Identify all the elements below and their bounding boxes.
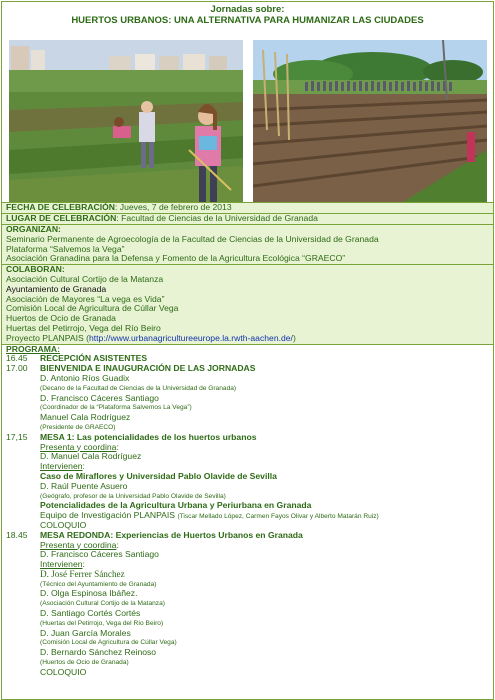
photo-children-garden xyxy=(9,40,243,202)
lugar-value: : Facultad de Ciencias de la Universidad de Granada xyxy=(116,213,318,223)
row-time: 18.45 xyxy=(6,529,28,540)
event-info xyxy=(2,202,493,678)
proyecto-line xyxy=(6,334,489,344)
speaker xyxy=(6,413,489,423)
speaker-role-text: (Asociación Cultural Cortijo de la Matanza) xyxy=(40,600,165,608)
proyecto-suffix: ) xyxy=(292,332,296,343)
colaboran-item: Huertas del Petirrojo, Vega del Río Beiro xyxy=(6,322,161,333)
row-title: MESA REDONDA: Experiencias de Huertos Urbanos en Granada xyxy=(40,529,303,540)
talk-title-text: Potencialidades de la Agricultura Urbana y Periurbana en Granada xyxy=(40,500,312,511)
coloquio xyxy=(6,668,489,678)
speaker-name: D. José Ferrer Sánchez xyxy=(40,568,125,579)
intervienen-label: Intervienen xyxy=(40,559,83,570)
speaker xyxy=(6,609,489,619)
fecha-value: : Jueves, 7 de febrero de 2013 xyxy=(115,202,232,212)
speaker-name: D. Francisco Cáceres Santiago xyxy=(40,392,159,403)
speaker-name: D. Juan García Morales xyxy=(40,627,131,638)
programa-band xyxy=(2,344,493,678)
speaker xyxy=(6,648,489,658)
speaker xyxy=(6,629,489,639)
speaker-role-text: (Coordinador de la “Plataforma Salvemos La Vega”) xyxy=(40,404,192,412)
header-title: HUERTOS URBANOS: UNA ALTERNATIVA PARA HUMANIZAR LAS CIUDADES xyxy=(71,15,424,26)
header-subtitle: Jornadas sobre: xyxy=(210,4,285,15)
colaboran-item: Ayuntamiento de Granada xyxy=(6,283,107,294)
colaboran-item: Asociación Cultural Cortijo de la Matanza xyxy=(6,273,164,284)
speaker-role-text: (Huertas del Petirrojo, Vega del Río Beiro) xyxy=(40,619,164,627)
colaboran-item: Huertos de Ocio de Granada xyxy=(6,313,116,324)
intervienen-label: Intervienen xyxy=(40,461,83,472)
speaker-name: D. Olga Espinosa Ibáñez. xyxy=(40,588,138,599)
speaker xyxy=(6,589,489,599)
lugar-label: LUGAR DE CELEBRACIÓN xyxy=(6,213,117,223)
flyer xyxy=(1,1,494,700)
speaker xyxy=(6,374,489,384)
programa-label: PROGRAMA: xyxy=(6,343,60,354)
presenta-colon: : xyxy=(116,441,119,452)
speaker-name: D. Raúl Puente Asuero xyxy=(40,480,128,491)
speaker-role-text: (Presidente de GRAECO) xyxy=(40,423,116,431)
speaker-name: D. Santiago Cortés Cortés xyxy=(40,608,141,619)
fecha-label: FECHA DE CELEBRACIÓN xyxy=(6,202,116,212)
fecha-band xyxy=(2,202,493,213)
colaboran-label: COLABORAN: xyxy=(6,264,65,275)
talk-title-text: Caso de Miraflores y Universidad Pablo Olavide de Sevilla xyxy=(40,470,277,481)
speaker xyxy=(6,570,489,580)
photo-urban-garden-crowd xyxy=(253,40,487,202)
speaker-name: D. Antonio Ríos Guadix xyxy=(40,372,130,383)
organizan-item: Seminario Permanente de Agroecología de la Facultad de Ciencias de la Universidad de Granada xyxy=(6,233,379,244)
colaboran-item: Asociación de Mayores “La vega es Vida” xyxy=(6,293,165,304)
row-time: 16.45 xyxy=(6,353,28,364)
speaker-name: Equipo de Investigación PLANPAIS xyxy=(40,510,176,521)
speaker-role-text: (Decano de la Facultad de Ciencias de la Universidad de Granada) xyxy=(40,384,237,392)
intervienen-colon: : xyxy=(82,559,85,570)
speaker-role-text: (Comisión Local de Agricultura de Cúllar Vega) xyxy=(40,639,177,647)
row-title: BIENVENIDA E INAUGURACIÓN DE LAS JORNADAS xyxy=(40,363,256,374)
presenta-colon: : xyxy=(116,539,119,550)
speaker-role-text: (Tiscar Mellado López, Carmen Fayos Olivar y Alberto Matarán Ruiz) xyxy=(177,513,379,521)
row-time: 17.00 xyxy=(6,363,28,374)
proyecto-link[interactable]: http://www.urbanagricultureeurope.la.rwth-aachen.de/ xyxy=(88,332,293,343)
organizan-item: Asociación Granadina para la Defensa y Fomento de la Agricultura Ecológica “GRAECO” xyxy=(6,253,346,264)
photo-strip xyxy=(7,40,489,202)
speaker-name: D. Manuel Cala Rodríguez xyxy=(40,451,142,462)
header xyxy=(2,2,493,26)
proyecto-prefix: Proyecto PLANPAIS ( xyxy=(6,332,89,343)
intervienen-colon: : xyxy=(82,461,85,472)
speaker-name: D. Bernardo Sánchez Reinoso xyxy=(40,647,157,658)
colaboran-item: Comisión Local de Agricultura de Cúllar Vega xyxy=(6,303,179,314)
row-time: 17,15 xyxy=(6,431,28,442)
speaker-role-text: (Técnico del Ayuntamiento de Granada) xyxy=(40,580,157,588)
speaker-name: Manuel Cala Rodríguez xyxy=(40,412,131,423)
coloquio-text: COLOQUIO xyxy=(40,666,87,677)
speaker-role-text: (Huertos de Ocio de Granada) xyxy=(40,659,129,667)
speaker xyxy=(6,394,489,404)
row-title: RECEPCIÓN ASISTENTES xyxy=(40,353,148,364)
colaboran-band xyxy=(2,264,493,343)
coloquio-text: COLOQUIO xyxy=(40,519,87,530)
organizan-item: Plataforma “Salvemos la Vega” xyxy=(6,243,125,254)
speaker xyxy=(6,482,489,492)
speaker-role-text: (Geógrafo, profesor de la Universidad Pablo Olavide de Sevilla) xyxy=(40,492,226,500)
lugar-band xyxy=(2,213,493,224)
speaker-name: D. Francisco Cáceres Santiago xyxy=(40,549,159,560)
organizan-label: ORGANIZAN: xyxy=(6,224,61,234)
presenta-label: Presenta y coordina xyxy=(40,441,117,452)
presenta-label: Presenta y coordina xyxy=(40,539,117,550)
organizan-band xyxy=(2,224,493,264)
row-title: MESA 1: Las potencialidades de los huertos urbanos xyxy=(40,431,257,442)
